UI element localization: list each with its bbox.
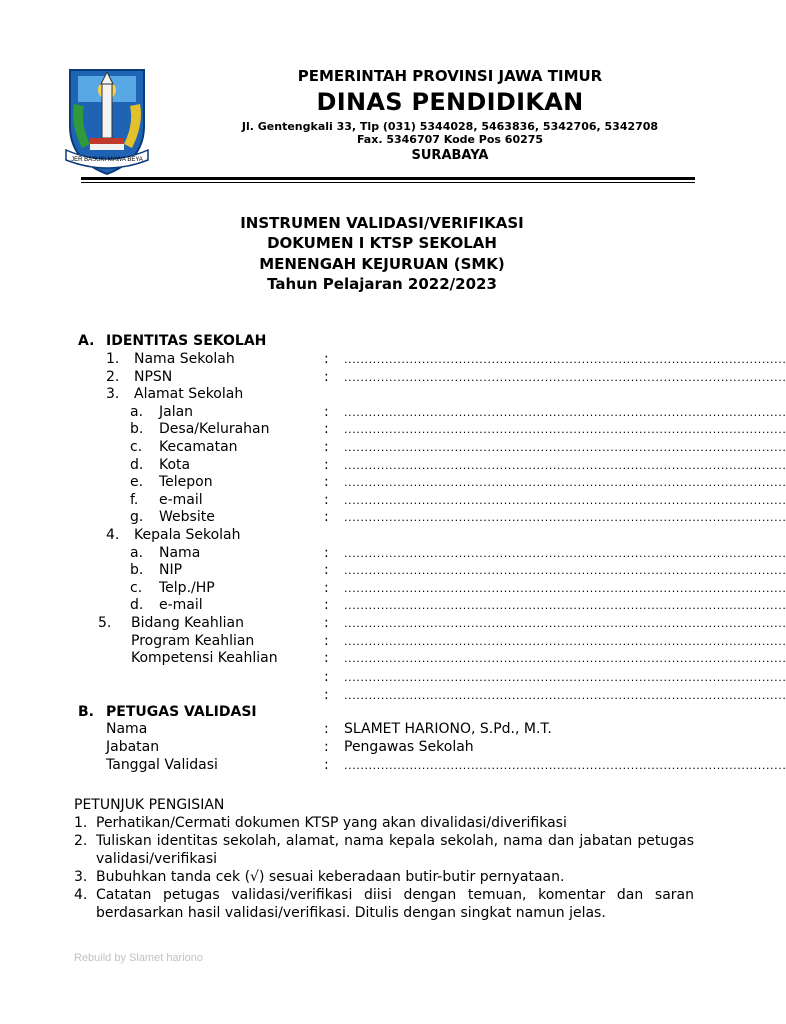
colon: : bbox=[324, 615, 329, 631]
identity-dotted-field[interactable]: ............................................................................................................ bbox=[344, 476, 786, 489]
identity-row-label: Telp./HP bbox=[159, 580, 215, 596]
colon: : bbox=[324, 474, 329, 490]
letterhead-fax: Fax. 5346707 Kode Pos 60275 bbox=[356, 133, 544, 146]
identity-row-number: d. bbox=[130, 597, 144, 613]
identity-dotted-field[interactable]: ............................................................................................................ bbox=[344, 547, 786, 560]
identity-row-number: 4. bbox=[106, 527, 120, 543]
identity-row-label: Jalan bbox=[159, 404, 194, 420]
validator-position-label: Jabatan bbox=[106, 739, 160, 755]
identity-row-number: a. bbox=[130, 545, 144, 561]
identity-row-number: e. bbox=[130, 474, 144, 490]
identity-row-number: a. bbox=[130, 404, 144, 420]
extra-dotted-field[interactable]: ............................................................................................................ bbox=[344, 671, 786, 684]
identity-row-number: 2. bbox=[106, 369, 120, 385]
letterhead-city: SURABAYA bbox=[411, 148, 489, 163]
validator-position-value: Pengawas Sekolah bbox=[344, 739, 474, 755]
identity-row-number: 5. bbox=[98, 615, 112, 631]
colon: : bbox=[324, 369, 329, 385]
validation-date-label: Tanggal Validasi bbox=[106, 757, 218, 773]
letterhead-address: Jl. Gentengkali 33, Tlp (031) 5344028, 5463836, 5342706, 5342708 bbox=[241, 120, 659, 133]
letterhead-government: PEMERINTAH PROVINSI JAWA TIMUR bbox=[297, 67, 603, 85]
colon: : bbox=[324, 492, 329, 508]
doc-title-line-4: Tahun Pelajaran 2022/2023 bbox=[267, 275, 497, 293]
identity-dotted-field[interactable]: ............................................................................................................ bbox=[344, 635, 786, 648]
identity-dotted-field[interactable]: ............................................................................................................ bbox=[344, 652, 786, 665]
doc-title-line-2: DOKUMEN I KTSP SEKOLAH bbox=[267, 234, 497, 252]
instruction-1-text: Perhatikan/Cermati dokumen KTSP yang akan divalidasi/diverifikasi bbox=[96, 815, 567, 831]
colon: : bbox=[324, 562, 329, 578]
identity-row-label: Nama Sekolah bbox=[134, 351, 235, 367]
identity-row-label: Kompetensi Keahlian bbox=[131, 650, 278, 666]
colon: : bbox=[324, 757, 329, 773]
section-a-letter: A. bbox=[78, 333, 95, 349]
instruction-4-text-line-1: Catatan petugas validasi/verifikasi diisi dengan temuan, komentar dan saran bbox=[96, 887, 694, 903]
colon: : bbox=[324, 687, 329, 703]
doc-title-line-1: INSTRUMEN VALIDASI/VERIFIKASI bbox=[240, 214, 524, 232]
instruction-3-number: 3. bbox=[74, 869, 88, 885]
validator-name-label: Nama bbox=[106, 721, 148, 737]
identity-row-number: 1. bbox=[106, 351, 120, 367]
instruction-2-text-line-1: Tuliskan identitas sekolah, alamat, nama kepala sekolah, nama dan jabatan petugas bbox=[96, 833, 694, 849]
colon: : bbox=[324, 351, 329, 367]
colon: : bbox=[324, 721, 329, 737]
identity-row-label: NPSN bbox=[134, 369, 173, 385]
colon: : bbox=[324, 669, 329, 685]
east-java-coat-of-arms-logo bbox=[60, 64, 154, 178]
identity-row-number: b. bbox=[130, 562, 144, 578]
colon: : bbox=[324, 597, 329, 613]
identity-row-label: NIP bbox=[159, 562, 183, 578]
colon: : bbox=[324, 439, 329, 455]
colon: : bbox=[324, 509, 329, 525]
identity-dotted-field[interactable]: ............................................................................................................ bbox=[344, 406, 786, 419]
identity-row-label: Kecamatan bbox=[159, 439, 238, 455]
instruction-4-number: 4. bbox=[74, 887, 88, 903]
identity-row-label: e-mail bbox=[159, 597, 203, 613]
colon: : bbox=[324, 633, 329, 649]
identity-dotted-field[interactable]: ............................................................................................................ bbox=[344, 353, 786, 366]
identity-row-label: Website bbox=[159, 509, 215, 525]
identity-row-number: c. bbox=[130, 439, 143, 455]
identity-row-label: Telepon bbox=[159, 474, 213, 490]
identity-row-label: Kepala Sekolah bbox=[134, 527, 241, 543]
footer-credit: Rebuild by Slamet hariono bbox=[74, 952, 204, 964]
section-b-heading: PETUGAS VALIDASI bbox=[106, 704, 257, 720]
identity-row-label: Program Keahlian bbox=[131, 633, 255, 649]
identity-row-label: Alamat Sekolah bbox=[134, 386, 244, 402]
section-a-heading: IDENTITAS SEKOLAH bbox=[106, 333, 267, 349]
logo-motto: JER BASUKI MAWA BEYA bbox=[71, 157, 143, 163]
letterhead-office: DINAS PENDIDIKAN bbox=[316, 88, 584, 116]
identity-row-label: Bidang Keahlian bbox=[131, 615, 244, 631]
colon: : bbox=[324, 580, 329, 596]
identity-row-label: e-mail bbox=[159, 492, 203, 508]
identity-dotted-field[interactable]: ............................................................................................................ bbox=[344, 617, 786, 630]
identity-dotted-field[interactable]: ............................................................................................................ bbox=[344, 371, 786, 384]
identity-dotted-field[interactable]: ............................................................................................................ bbox=[344, 511, 786, 524]
identity-row-label: Nama bbox=[159, 545, 201, 561]
validation-date-dotted-field[interactable]: ............................................................................................................ bbox=[344, 759, 786, 772]
instruction-2-number: 2. bbox=[74, 833, 88, 849]
letterhead-rule-thin bbox=[81, 182, 695, 183]
colon: : bbox=[324, 545, 329, 561]
colon: : bbox=[324, 457, 329, 473]
extra-dotted-field[interactable]: ............................................................................................................ bbox=[344, 689, 786, 702]
doc-title-line-3: MENENGAH KEJURUAN (SMK) bbox=[259, 255, 505, 273]
instruction-2-text-line-2: validasi/verifikasi bbox=[96, 851, 217, 867]
identity-row-label: Kota bbox=[159, 457, 191, 473]
identity-dotted-field[interactable]: ............................................................................................................ bbox=[344, 459, 786, 472]
identity-dotted-field[interactable]: ............................................................................................................ bbox=[344, 494, 786, 507]
colon: : bbox=[324, 421, 329, 437]
instruction-3-text: Bubuhkan tanda cek (√) sesuai keberadaan butir-butir pernyataan. bbox=[96, 869, 565, 885]
validator-name-value: SLAMET HARIONO, S.Pd., M.T. bbox=[344, 721, 552, 737]
identity-dotted-field[interactable]: ............................................................................................................ bbox=[344, 599, 786, 612]
colon: : bbox=[324, 404, 329, 420]
section-b-letter: B. bbox=[78, 704, 94, 720]
identity-row-number: 3. bbox=[106, 386, 120, 402]
identity-row-number: c. bbox=[130, 580, 143, 596]
letterhead-rule-thick bbox=[81, 177, 695, 180]
instructions-heading: PETUNJUK PENGISIAN bbox=[74, 797, 225, 813]
identity-dotted-field[interactable]: ............................................................................................................ bbox=[344, 441, 786, 454]
identity-row-number: b. bbox=[130, 421, 144, 437]
identity-dotted-field[interactable]: ............................................................................................................ bbox=[344, 582, 786, 595]
identity-dotted-field[interactable]: ............................................................................................................ bbox=[344, 564, 786, 577]
identity-dotted-field[interactable]: ............................................................................................................ bbox=[344, 423, 786, 436]
instruction-4-text-line-2: berdasarkan hasil validasi/verifikasi. Ditulis dengan singkat namun jelas. bbox=[96, 905, 606, 921]
colon: : bbox=[324, 739, 329, 755]
identity-row-number: d. bbox=[130, 457, 144, 473]
identity-row-number: g. bbox=[130, 509, 144, 525]
instruction-1-number: 1. bbox=[74, 815, 88, 831]
identity-row-number: f. bbox=[130, 492, 139, 508]
colon: : bbox=[324, 650, 329, 666]
identity-row-label: Desa/Kelurahan bbox=[159, 421, 270, 437]
